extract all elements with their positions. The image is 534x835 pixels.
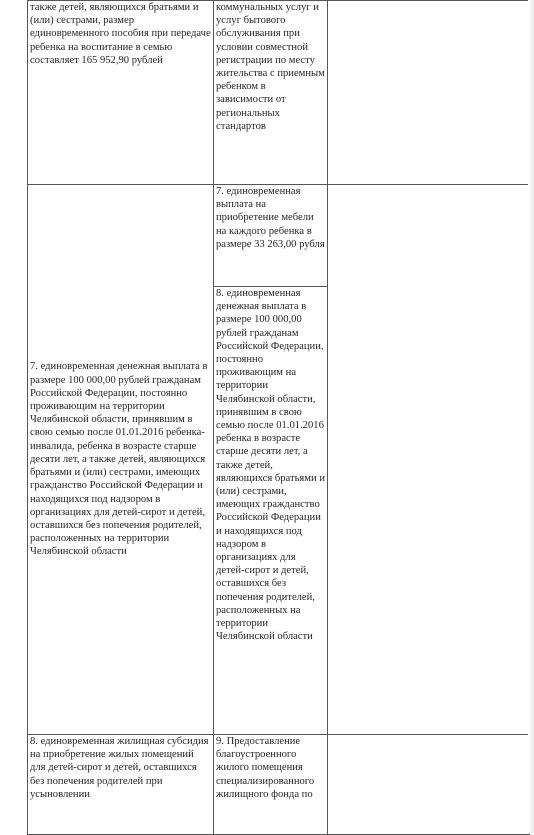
table-row	[28, 185, 530, 287]
table-cell	[214, 735, 328, 835]
table-row	[28, 1, 530, 185]
benefits-table	[27, 0, 530, 835]
table-cell	[328, 185, 530, 735]
cell-text: 9. Предоставление благоустроенного жилого помещения специализированного жилищного фонда по	[216, 736, 315, 800]
table-cell	[28, 1, 214, 185]
table-cell	[28, 735, 214, 835]
cell-text: 8. единовременная жилищная субсидия на приобретение жилых помещений для детей-сирот и детей, оставшихся без попечения родителей при усыновлении	[30, 736, 209, 800]
cell-text: коммунальных услуг и услуг бытового обслуживания при условии совместной регистрации по месту жительства с приемным ребенком в зависимости от региональных стандартов	[216, 2, 325, 132]
cell-text: также детей, являющихся братьями и (или) сестрами, размер единовременного пособия при передаче ребенка на воспитание в семью составляет 165 952,90 рублей	[30, 2, 211, 66]
table-cell	[28, 185, 214, 735]
cell-text: 8. единовременная денежная выплата в размере 100 000,00 рублей гражданам Российской Федерации, постоянно проживающим на территории Челябинской области, принявшим в свою семью после 01.01.2016 ребенка в возрасте старше десяти лет, а также детей, являющихся братьями и (или) сестрами, имеющих гражданство Российской Федерации и находящихся под надзором в организациях для детей-сирот и детей, оставшихся без попечения родителей, расположенных на территории Челябинской области	[216, 288, 325, 643]
cell-text: 7. единовременная выплата на приобретение мебели на каждого ребенка в размере 33 263,00 рубля	[216, 186, 325, 250]
table-cell	[328, 1, 530, 185]
page-edge-shadow	[528, 0, 534, 834]
table-cell	[214, 185, 328, 287]
table-cell	[328, 735, 530, 835]
table-cell	[214, 287, 328, 735]
table-cell	[214, 1, 328, 185]
table-row	[28, 735, 530, 835]
cell-text: 7. единовременная денежная выплата в размере 100 000,00 рублей гражданам Российской Федерации, постоянно проживающим на территории Челябинской области, принявшим в свою семью после 01.01.2016 ребенка-инвалида, ребенка в возрасте старше десяти лет, а также детей, являющихся братьями и (или) сестрами, имеющих гражданство Российской Федерации и находящихся под надзором в организациях для детей-сирот и детей, оставшихся без попечения родителей, расположенных на территории Челябинской области	[30, 361, 208, 558]
